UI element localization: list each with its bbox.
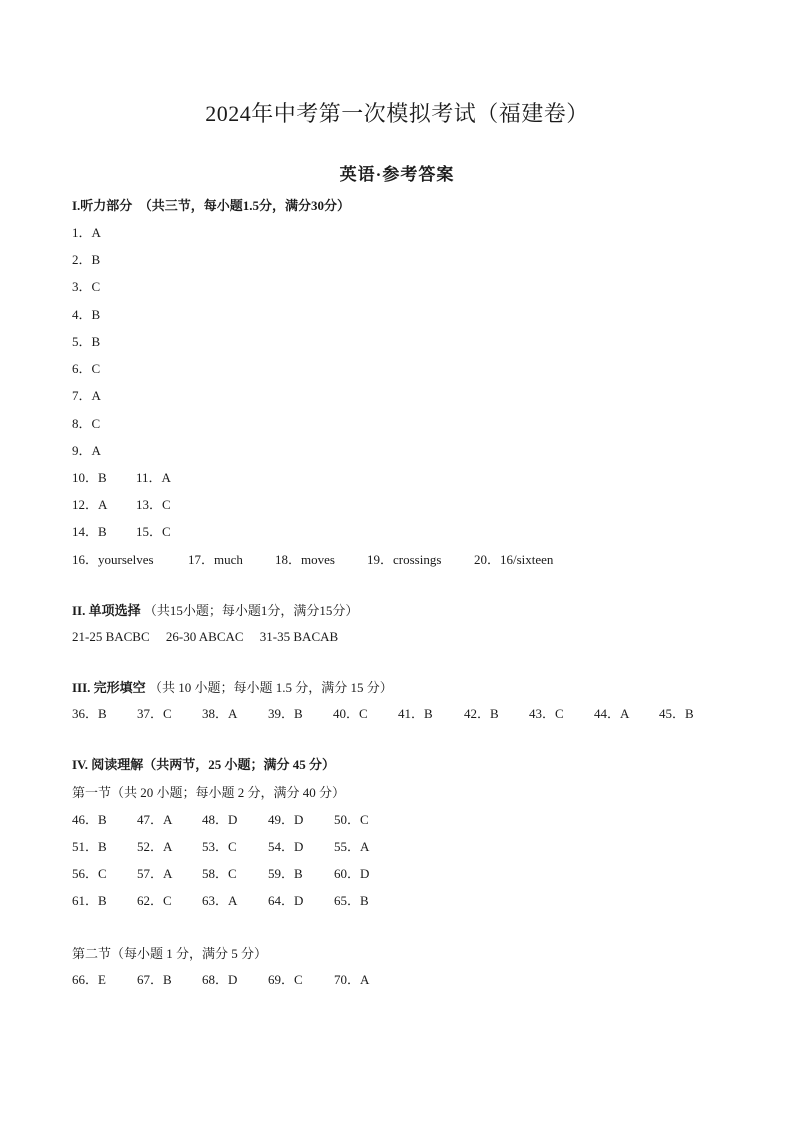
answer-item: 48．D <box>202 812 238 827</box>
answer-item: 18．moves <box>275 552 335 567</box>
answer-item: 6．C <box>72 361 101 376</box>
answer-item: 36．B <box>72 706 107 721</box>
answer-item: 52．A <box>137 839 173 854</box>
answer-item: 44．A <box>594 706 630 721</box>
answer-item: 64．D <box>268 893 304 908</box>
single-choice-answers: 21-25 BACBC 26-30 ABCAC 31-35 BACAB <box>72 629 339 644</box>
answer-item: 67．B <box>137 972 172 987</box>
answer-item: 65．B <box>334 893 369 908</box>
answer-item: 43．C <box>529 706 564 721</box>
answer-item: 62．C <box>137 893 172 908</box>
answer-item: 46．B <box>72 812 107 827</box>
answer-item: 53．C <box>202 839 237 854</box>
single-choice-heading <box>72 600 358 619</box>
answer-item: 51．B <box>72 839 107 854</box>
answer-item: 2．B <box>72 252 101 267</box>
listening-heading-text: I.听力部分 （共三节，每小题1.5分，满分30分） <box>72 198 351 213</box>
page-subtitle: 英语·参考答案 <box>339 165 455 184</box>
answer-item: 55．A <box>334 839 370 854</box>
answer-item: 10．B <box>72 470 107 485</box>
answer-item: 56．C <box>72 866 107 881</box>
answer-item: 38．A <box>202 706 238 721</box>
answer-item: 66．E <box>72 972 106 987</box>
answer-item: 68．D <box>202 972 238 987</box>
single-choice-heading-title: II. 单项选择 <box>72 603 141 618</box>
answer-item: 13．C <box>136 497 171 512</box>
page-title: 2024年中考第一次模拟考试（福建卷） <box>205 101 589 126</box>
cloze-heading <box>72 677 393 696</box>
answer-item: 63．A <box>202 893 238 908</box>
answer-item: 60．D <box>334 866 370 881</box>
reading-heading-text: IV. 阅读理解（共两节，25 小题；满分 45 分） <box>72 757 336 772</box>
answer-item: 40．C <box>333 706 368 721</box>
answer-item: 42．B <box>464 706 499 721</box>
answer-item: 59．B <box>268 866 303 881</box>
answer-item: 39．B <box>268 706 303 721</box>
cloze-heading-note: （共 10 小题；每小题 1.5 分，满分 15 分） <box>148 680 393 695</box>
answer-item: 57．A <box>137 866 173 881</box>
answer-item: 19．crossings <box>367 552 442 567</box>
answer-item: 70．A <box>334 972 370 987</box>
answer-item: 37．C <box>137 706 172 721</box>
answer-item: 11．A <box>136 470 171 485</box>
single-choice-heading-note: （共15小题；每小题1分，满分15分） <box>143 603 359 618</box>
answer-item: 5．B <box>72 334 101 349</box>
answer-item: 50．C <box>334 812 369 827</box>
reading-part2-heading: 第二节（每小题 1 分，满分 5 分） <box>72 946 268 961</box>
answer-item: 54．D <box>268 839 304 854</box>
listening-heading <box>72 195 350 214</box>
answer-item: 58．C <box>202 866 237 881</box>
answer-item: 9．A <box>72 443 101 458</box>
answer-item: 3．C <box>72 279 101 294</box>
answer-item: 69．C <box>268 972 303 987</box>
answer-item: 45．B <box>659 706 694 721</box>
answer-item: 15．C <box>136 524 171 539</box>
answer-item: 7．A <box>72 388 101 403</box>
answer-item: 4．B <box>72 307 101 322</box>
answer-item: 41．B <box>398 706 433 721</box>
answer-item: 14．B <box>72 524 107 539</box>
answer-item: 8．C <box>72 416 101 431</box>
reading-heading <box>72 754 335 773</box>
answer-item: 47．A <box>137 812 173 827</box>
answer-item: 49．D <box>268 812 304 827</box>
answer-item: 12．A <box>72 497 108 512</box>
answer-item: 16．yourselves <box>72 552 154 567</box>
reading-part1-heading: 第一节（共 20 小题；每小题 2 分，满分 40 分） <box>72 785 346 800</box>
answer-item: 17．much <box>188 552 243 567</box>
answer-item: 61．B <box>72 893 107 908</box>
cloze-heading-title: III. 完形填空 <box>72 680 146 695</box>
answer-item: 20．16/sixteen <box>474 552 554 567</box>
answer-item: 1．A <box>72 225 101 240</box>
